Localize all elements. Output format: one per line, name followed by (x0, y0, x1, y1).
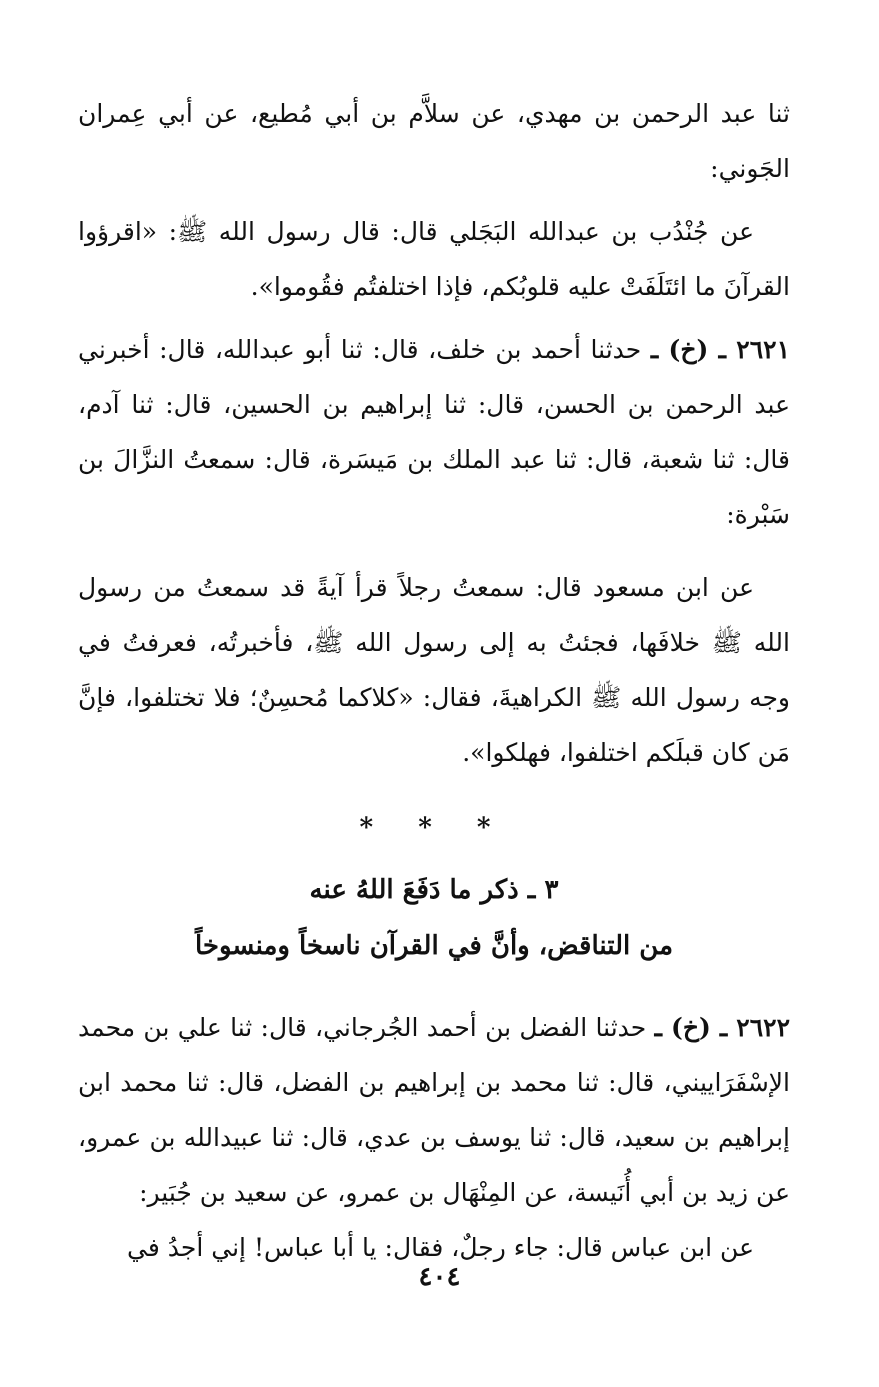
hadith-2622-matn: عن ابن عباس قال: جاء رجلٌ، فقال: يا أبا عباس! إني أجدُ في (127, 1233, 754, 1262)
page-body (78, 86, 790, 1275)
hadith-2621-chain: حدثنا أحمد بن خلف، قال: ثنا أبو عبدالله، قال: أخبرني عبد الرحمن بن الحسن، قال: ثنا إبراهيم بن الحسين، قال: ثنا آدم، قال: ثنا شعبة، قال: ثنا عبد الملك بن مَيسَرة، قال: سمعتُ النزَّالَ بن سَبْرة: (78, 335, 790, 529)
hadith-2621-isnad (78, 322, 790, 542)
hadith-text-jundub: عن جُنْدُب بن عبدالله البَجَلي قال: قال رسول الله ﷺ: «اقرؤوا القرآنَ ما ائتَلَفَتْ عليه قلوبُكم، فإذا اختلفتُم فقُوموا». (78, 217, 790, 301)
hadith-number-2622: ٢٦٢٢ ـ (خ) ـ (654, 1013, 790, 1042)
hadith-2622-chain: حدثنا الفضل بن أحمد الجُرجاني، قال: ثنا علي بن محمد الإسْفَرَاييني، قال: ثنا محمد بن إبراهيم بن الفضل، قال: ثنا محمد ابن إبراهيم بن سعيد، قال: ثنا يوسف بن عدي، قال: ثنا عبيدالله بن عمرو، عن زيد بن أبي أُنَيسة، عن المِنْهَال بن عمرو، عن سعيد بن جُبَير: (78, 1013, 790, 1207)
section-separator: * * * (359, 813, 509, 843)
chapter-title-line2: من التناقض، وأنَّ في القرآن ناسخاً ومنسوخاً (195, 931, 673, 961)
chapter-title-line1: ٣ ـ ذكر ما دَفَعَ اللهُ عنه (309, 875, 559, 905)
isnad-line: ثنا عبد الرحمن بن مهدي، عن سلاَّم بن أبي مُطيع، عن أبي عِمران الجَوني: (78, 99, 790, 183)
page-number: ٤٠٤ (418, 1262, 461, 1292)
chapter-heading (78, 862, 790, 974)
hadith-2621-matn: عن ابن مسعود قال: سمعتُ رجلاً قرأ آيةً قد سمعتُ من رسول الله ﷺ خلافَها، فجئتُ به إلى رسول الله ﷺ، فأخبرتُه، فعرفتُ في وجه رسول الله ﷺ الكراهيةَ، فقال: «كلاكما مُحسِنٌ؛ فلا تختلفوا، فإنَّ مَن كان قبلَكم اختلفوا، فهلكوا». (78, 573, 790, 767)
hadith-2622-isnad (78, 1000, 790, 1220)
hadith-number-2621: ٢٦٢١ ـ (خ) ـ (650, 335, 790, 364)
